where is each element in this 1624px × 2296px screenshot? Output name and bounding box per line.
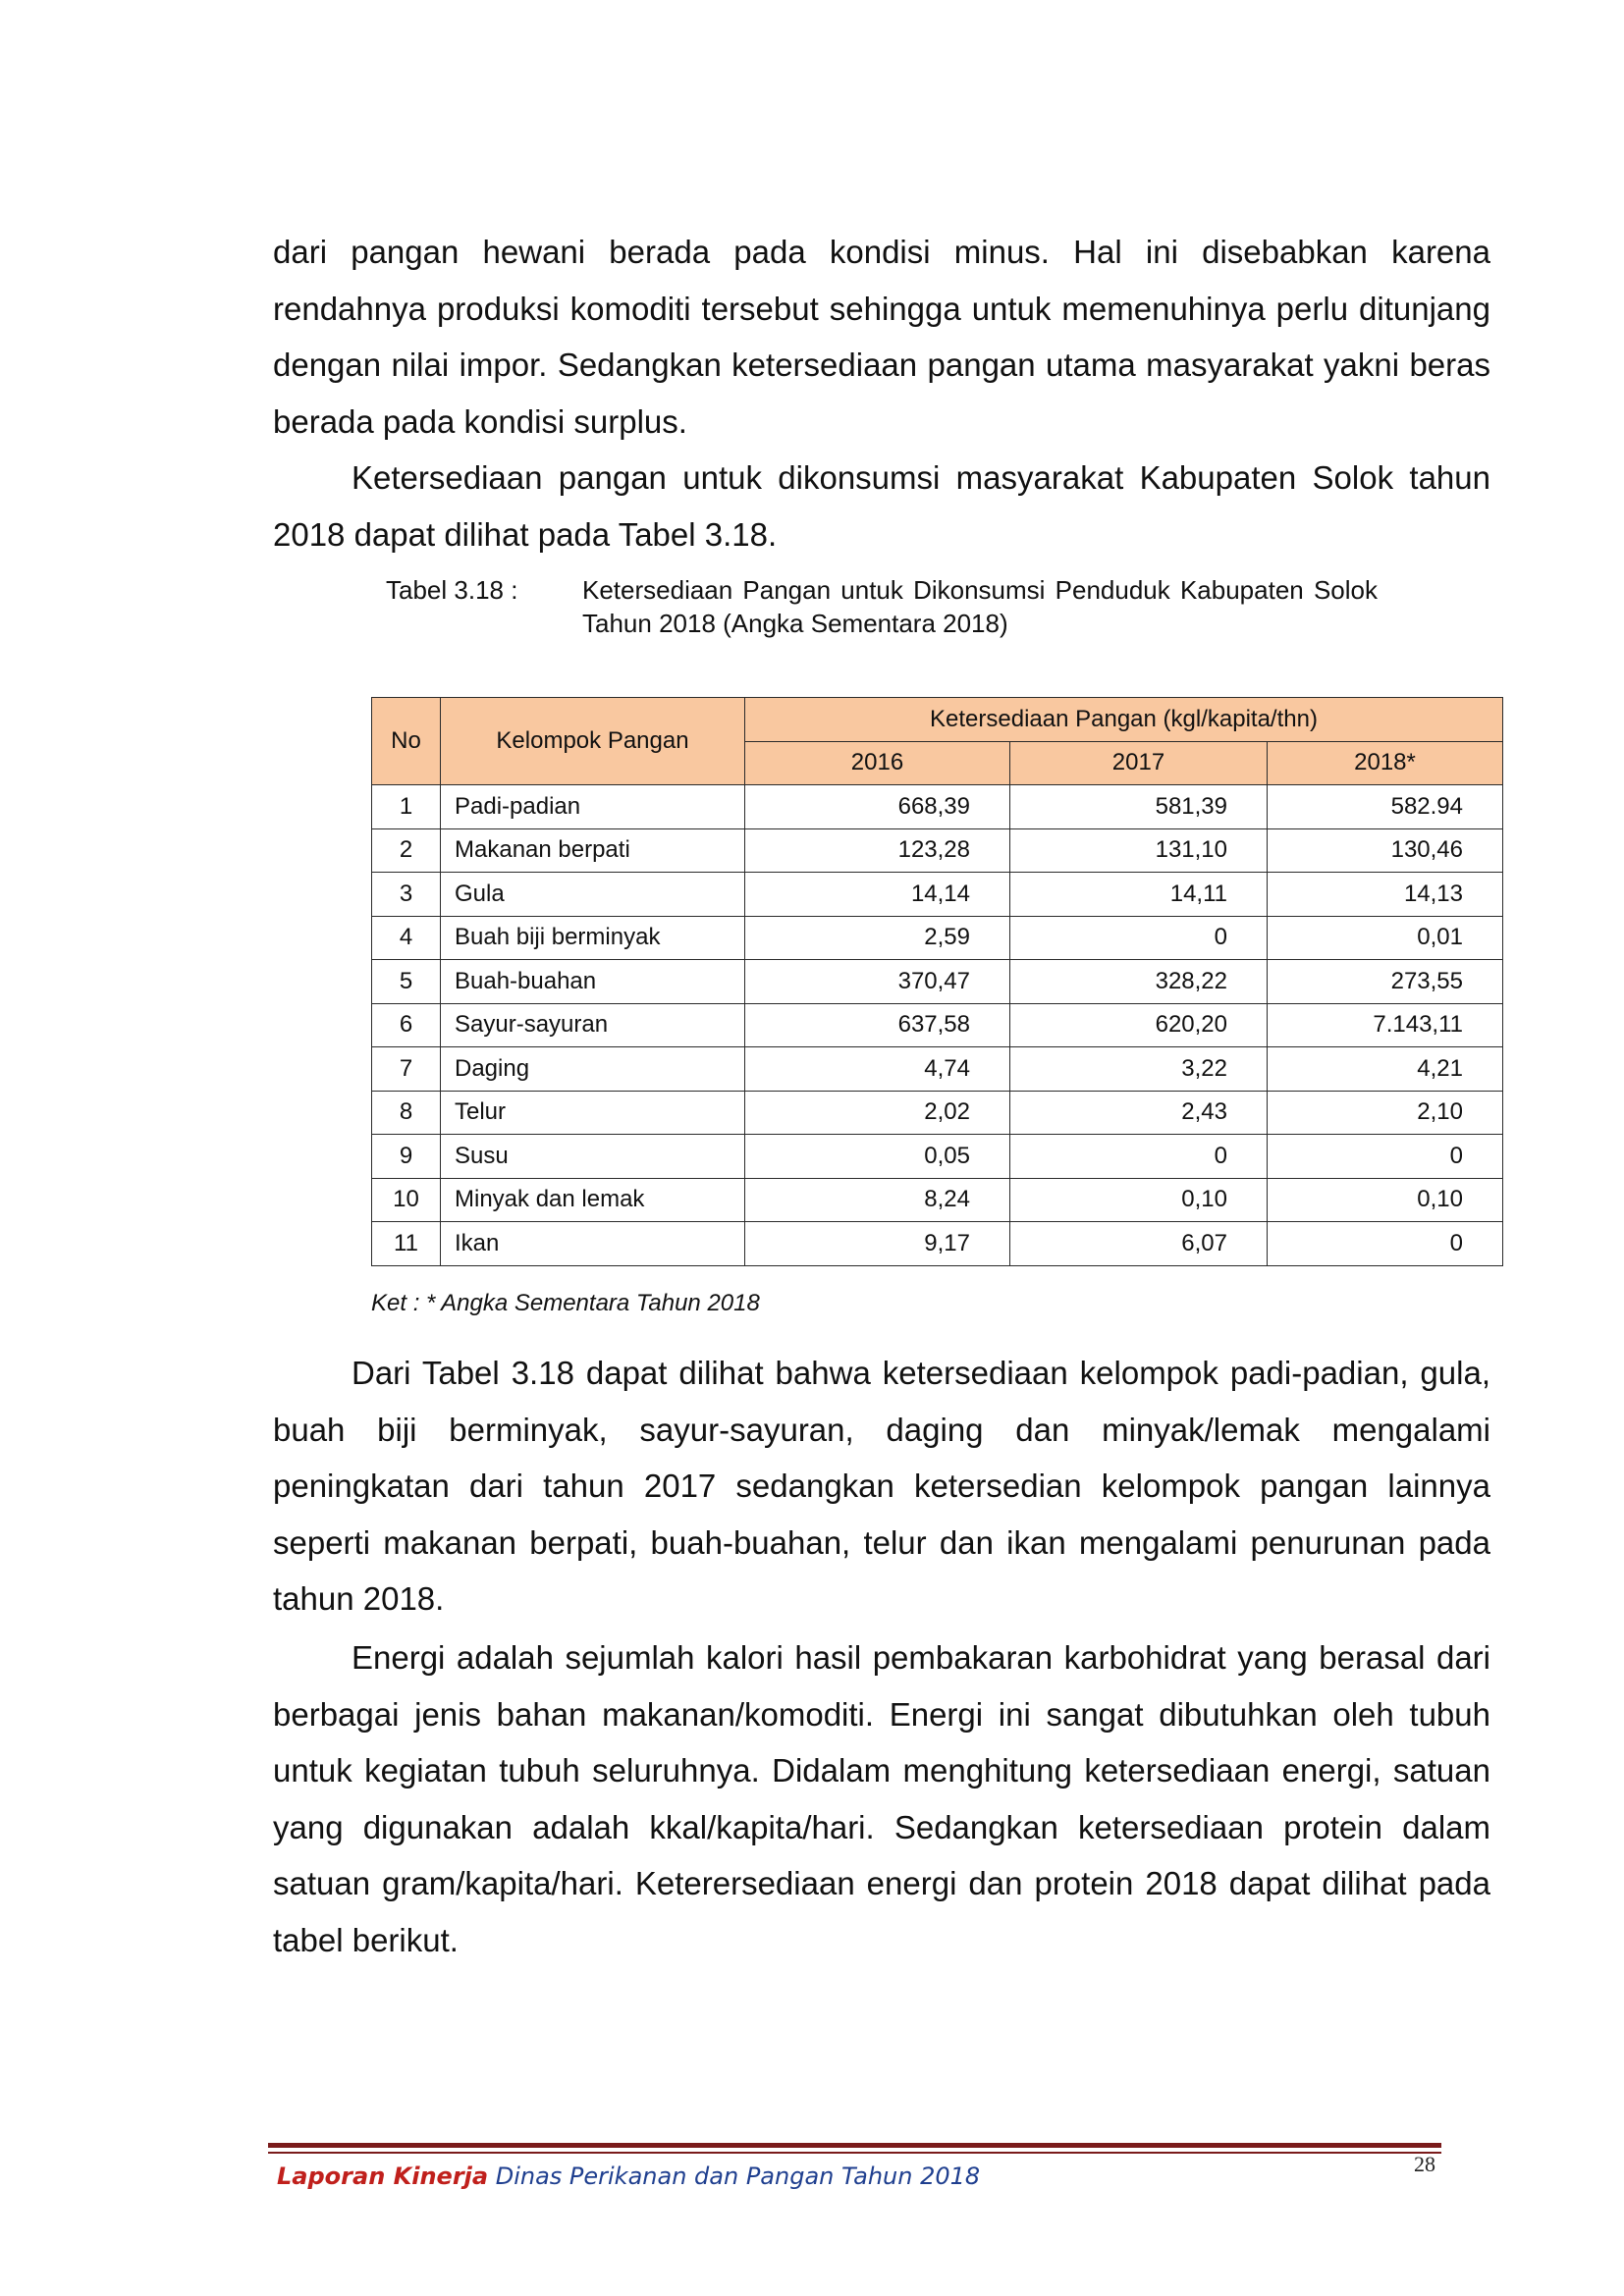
- cell-2017: 0: [1010, 916, 1268, 960]
- cell-2016: 637,58: [745, 1003, 1010, 1047]
- cell-2018: 273,55: [1268, 960, 1503, 1004]
- cell-name: Buah-buahan: [441, 960, 745, 1004]
- cell-no: 2: [372, 828, 441, 873]
- cell-2018: 582.94: [1268, 785, 1503, 829]
- cell-2018: 0,10: [1268, 1178, 1503, 1222]
- cell-no: 8: [372, 1091, 441, 1135]
- cell-2016: 668,39: [745, 785, 1010, 829]
- header-year-2018: 2018*: [1268, 741, 1503, 785]
- cell-name: Telur: [441, 1091, 745, 1135]
- cell-name: Buah biji berminyak: [441, 916, 745, 960]
- caption-text: Ketersediaan Pangan untuk Dikonsumsi Penduduk Kabupaten Solok Tahun 2018 (Angka Sementara 2018): [582, 575, 1378, 638]
- table-row: [372, 785, 1503, 829]
- cell-2018: 4,21: [1268, 1047, 1503, 1092]
- cell-2016: 0,05: [745, 1135, 1010, 1179]
- cell-2017: 328,22: [1010, 960, 1268, 1004]
- cell-2017: 2,43: [1010, 1091, 1268, 1135]
- header-availability: Ketersediaan Pangan (kgl/kapita/thn): [745, 698, 1503, 742]
- cell-2016: 2,02: [745, 1091, 1010, 1135]
- table-row: [372, 1178, 1503, 1222]
- cell-2018: 0: [1268, 1135, 1503, 1179]
- cell-2018: 7.143,11: [1268, 1003, 1503, 1047]
- cell-2017: 581,39: [1010, 785, 1268, 829]
- cell-no: 11: [372, 1222, 441, 1266]
- cell-2016: 123,28: [745, 828, 1010, 873]
- footer-rule-thick: [268, 2143, 1441, 2148]
- cell-2017: 131,10: [1010, 828, 1268, 873]
- cell-no: 7: [372, 1047, 441, 1092]
- table-note: Ket : * Angka Sementara Tahun 2018: [371, 1290, 760, 1316]
- table-row: [372, 1135, 1503, 1179]
- cell-2017: 620,20: [1010, 1003, 1268, 1047]
- header-year-2017: 2017: [1010, 741, 1268, 785]
- paragraph-3: Dari Tabel 3.18 dapat dilihat bahwa ketersediaan kelompok padi-padian, gula, buah biji berminyak, sayur-sayuran, daging dan minyak/lemak mengalami peningkatan dari tahun 2017 sedangkan ketersedian kelompok pangan lainnya seperti makanan berpati, buah-buahan, telur dan ikan mengalami penurunan pada tahun 2018.: [273, 1355, 1490, 1617]
- cell-name: Ikan: [441, 1222, 745, 1266]
- cell-2018: 2,10: [1268, 1091, 1503, 1135]
- cell-no: 9: [372, 1135, 441, 1179]
- paragraph-2: Ketersediaan pangan untuk dikonsumsi masyarakat Kabupaten Solok tahun 2018 dapat dilihat pada Tabel 3.18.: [273, 459, 1490, 553]
- cell-2016: 14,14: [745, 873, 1010, 917]
- caption-label: Tabel 3.18 :: [386, 575, 518, 605]
- cell-2016: 4,74: [745, 1047, 1010, 1092]
- table-row: [372, 1003, 1503, 1047]
- cell-name: Susu: [441, 1135, 745, 1179]
- header-no: No: [372, 698, 441, 785]
- cell-no: 4: [372, 916, 441, 960]
- cell-name: Gula: [441, 873, 745, 917]
- cell-no: 3: [372, 873, 441, 917]
- cell-2016: 9,17: [745, 1222, 1010, 1266]
- table-row: [372, 873, 1503, 917]
- cell-name: Padi-padian: [441, 785, 745, 829]
- cell-2017: 6,07: [1010, 1222, 1268, 1266]
- cell-2016: 8,24: [745, 1178, 1010, 1222]
- cell-no: 1: [372, 785, 441, 829]
- cell-name: Sayur-sayuran: [441, 1003, 745, 1047]
- cell-2018: 14,13: [1268, 873, 1503, 917]
- cell-2017: 14,11: [1010, 873, 1268, 917]
- cell-2018: 130,46: [1268, 828, 1503, 873]
- cell-2017: 0: [1010, 1135, 1268, 1179]
- footer-title: [277, 2163, 980, 2190]
- footer-subtitle: Dinas Perikanan dan Pangan Tahun 2018: [488, 2163, 981, 2190]
- paragraph-1: dari pangan hewani berada pada kondisi minus. Hal ini disebabkan karena rendahnya produksi komoditi tersebut sehingga untuk memenuhinya perlu ditunjang dengan nilai impor. Sedangkan ketersediaan pangan utama masyarakat yakni beras berada pada kondisi surplus.: [273, 234, 1490, 440]
- paragraph-4: Energi adalah sejumlah kalori hasil pembakaran karbohidrat yang berasal dari berbagai jenis bahan makanan/komoditi. Energi ini sangat dibutuhkan oleh tubuh untuk kegiatan tubuh seluruhnya. Didalam menghitung ketersediaan energi, satuan yang digunakan adalah kkal/kapita/hari. Sedangkan ketersediaan protein dalam satuan gram/kapita/hari. Keterersediaan energi dan protein 2018 dapat dilihat pada tabel berikut.: [273, 1639, 1490, 1958]
- footer-brand: Laporan Kinerja: [277, 2163, 489, 2190]
- cell-2016: 370,47: [745, 960, 1010, 1004]
- cell-2018: 0,01: [1268, 916, 1503, 960]
- table-row: [372, 1047, 1503, 1092]
- cell-no: 5: [372, 960, 441, 1004]
- cell-no: 6: [372, 1003, 441, 1047]
- food-availability-table: [371, 697, 1503, 1266]
- cell-no: 10: [372, 1178, 441, 1222]
- cell-2018: 0: [1268, 1222, 1503, 1266]
- footer-rule-thin: [268, 2152, 1441, 2154]
- page-number: 28: [1414, 2152, 1435, 2176]
- cell-2017: 3,22: [1010, 1047, 1268, 1092]
- table-row: [372, 828, 1503, 873]
- table-row: [372, 960, 1503, 1004]
- header-year-2016: 2016: [745, 741, 1010, 785]
- cell-2017: 0,10: [1010, 1178, 1268, 1222]
- cell-2016: 2,59: [745, 916, 1010, 960]
- cell-name: Makanan berpati: [441, 828, 745, 873]
- cell-name: Daging: [441, 1047, 745, 1092]
- cell-name: Minyak dan lemak: [441, 1178, 745, 1222]
- table-row: [372, 916, 1503, 960]
- header-food-group: Kelompok Pangan: [441, 698, 745, 785]
- table-row: [372, 1222, 1503, 1266]
- table-row: [372, 1091, 1503, 1135]
